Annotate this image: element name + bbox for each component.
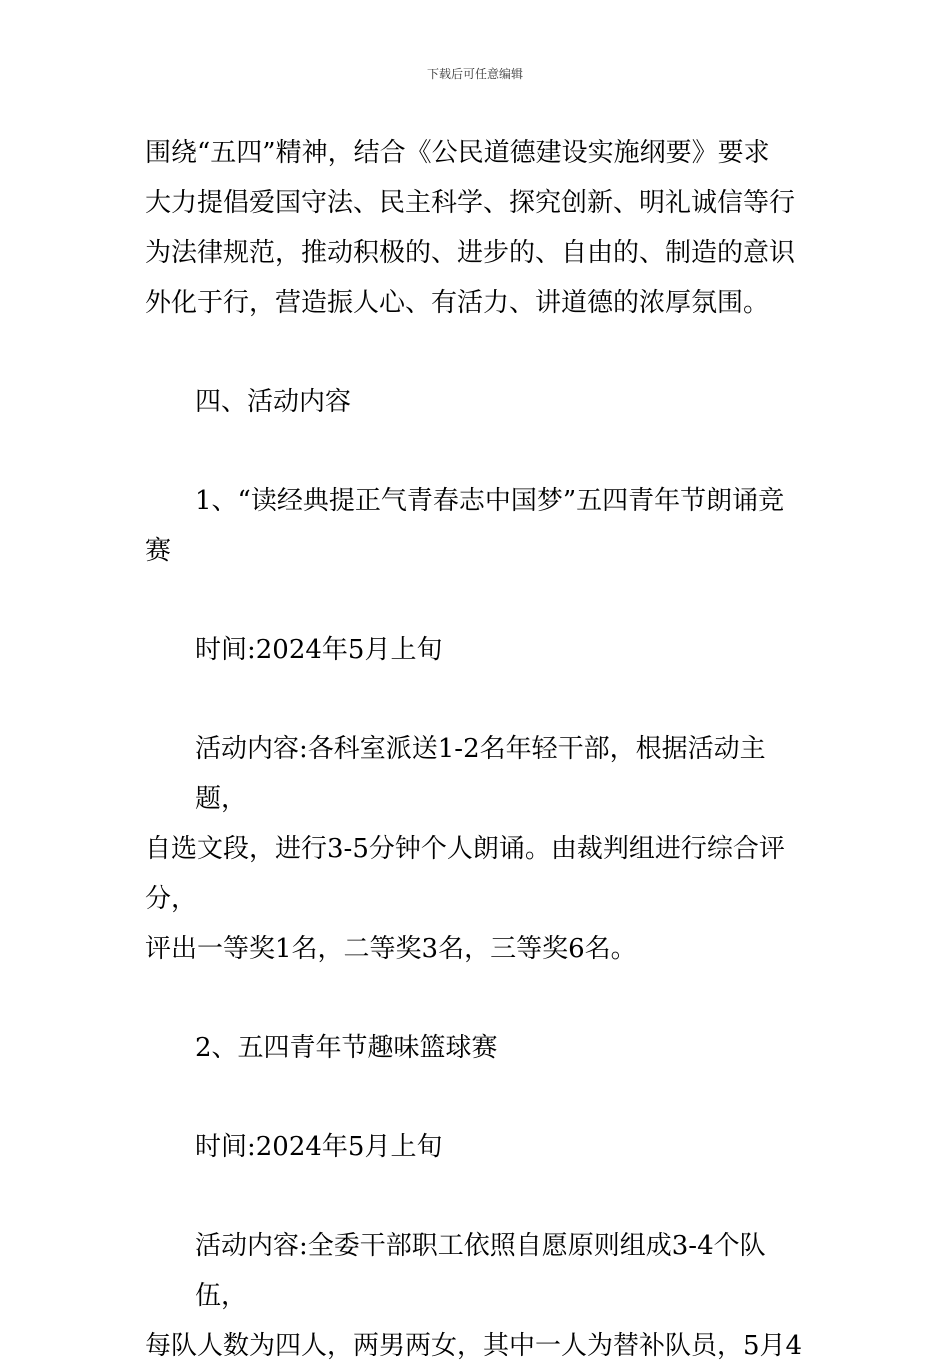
page-header: 下载后可任意编辑 [426, 67, 523, 81]
document-body [145, 128, 815, 1371]
item-1-content [145, 724, 815, 974]
text-line: 活动内容:全委干部职工依照自愿原则组成3-4个队伍， [195, 1231, 766, 1311]
item-2-heading: 2、五四青年节趣味篮球赛 [195, 1033, 498, 1063]
text-line: 活动内容:各科室派送1-2名年轻干部，根据活动主题， [195, 734, 766, 814]
text-line: 大力提倡爱国守法、民主科学、探究创新、明礼诚信等行 [145, 188, 796, 218]
text-line: 1、“读经典提正气青春志中国梦”五四青年节朗诵竞 [195, 486, 785, 516]
text-line: 为法律规范，推动积极的、进步的、自由的、制造的意识 [145, 238, 796, 268]
section-heading: 四、活动内容 [195, 387, 352, 417]
item-1-time: 时间:2024年5月上旬 [195, 635, 443, 665]
text-line: 评出一等奖1名，二等奖3名，三等奖6名。 [145, 934, 637, 964]
item-1-heading [145, 476, 815, 576]
text-line: 围绕“五四”精神，结合《公民道德建设实施纲要》要求 [145, 138, 770, 168]
intro-paragraph [145, 128, 815, 328]
text-line: 外化于行，营造振人心、有活力、讲道德的浓厚氛围。 [145, 288, 770, 318]
text-line: 自选文段，进行3-5分钟个人朗诵。由裁判组进行综合评分， [145, 834, 785, 914]
text-line: 赛 [145, 536, 172, 566]
text-line: 每队人数为四人，两男两女，其中一人为替补队员，5月4 [145, 1331, 803, 1361]
item-2-content [145, 1221, 815, 1371]
item-2-time: 时间:2024年5月上旬 [195, 1132, 443, 1162]
